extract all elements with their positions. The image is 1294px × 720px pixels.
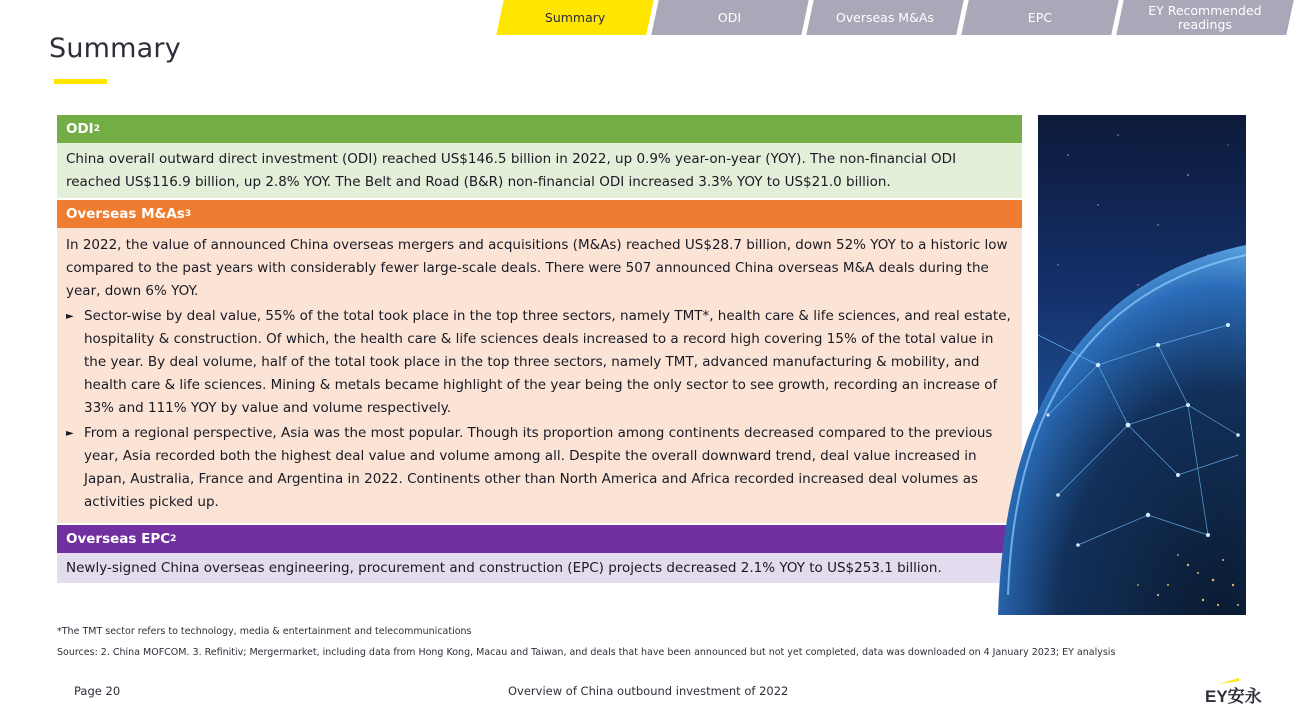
- footnote-tmt: *The TMT sector refers to technology, media & entertainment and telecommunications: [57, 626, 472, 637]
- tab-odi-label: ODI: [718, 9, 742, 25]
- epc-section-header: Overseas EPC 2: [57, 525, 1022, 553]
- triangle-right-icon: ►: [66, 428, 74, 439]
- title-underline: [54, 79, 107, 84]
- tab-ey-recommended-readings[interactable]: [1116, 0, 1293, 35]
- mna-intro-paragraph: In 2022, the value of announced China overseas mergers and acquisitions (M&As) reached US$28.7 billion, down 52% YOY to a historic low compared to the past years with considerably fewer large-scale deals. There were 507 announced China overseas M&A deals during the year, down 6% YOY.: [66, 237, 1008, 299]
- tab-epc-label: EPC: [1027, 9, 1053, 25]
- tab-summary[interactable]: [496, 0, 653, 35]
- mna-section-body: [57, 228, 1022, 523]
- tab-odi[interactable]: [651, 0, 808, 35]
- odi-section-header: ODI 2: [57, 115, 1022, 143]
- sources-note: Sources: 2. China MOFCOM. 3. Refinitiv; Mergermarket, including data from Hong Kong, Macau and Taiwan, and deals that have been announced but not yet completed, data was downloaded on 4 January 2023; EY analysis: [57, 647, 1116, 658]
- triangle-right-icon: ►: [66, 311, 74, 322]
- list-item: [66, 422, 1013, 514]
- page-number: Page 20: [74, 684, 121, 698]
- mna-header-label: Overseas M&As: [66, 206, 185, 222]
- mna-bullet-sector: Sector-wise by deal value, 55% of the total took place in the top three sectors, namely TMT*, health care & life sciences, and real estate, hospitality & construction. Of which, the health care & life sciences deals increased to a record high covering 15% of the total value in the year. By deal volume, half of the total took place in the top three sectors, namely TMT, advanced manufacturing & mobility, and health care & life sciences. Mining & metals became highlight of the year being the only sector to see growth, recording an increase of 33% and 111% YOY by value and volume respectively.: [84, 308, 1011, 416]
- page-title: Summary: [49, 33, 181, 64]
- top-nav-tabs: [490, 0, 1280, 36]
- document-title: Overview of China outbound investment of 2022: [508, 684, 789, 698]
- list-item: [66, 305, 1013, 420]
- odi-header-label: ODI: [66, 121, 94, 137]
- tab-summary-label: Summary: [544, 9, 606, 25]
- summary-content: [57, 115, 1022, 583]
- tab-epc[interactable]: [961, 0, 1118, 35]
- earth-network-image: [1038, 115, 1246, 615]
- epc-header-label: Overseas EPC: [66, 531, 171, 547]
- tab-overseas-mnas-label: Overseas M&As: [835, 9, 934, 25]
- mna-bullet-regional: From a regional perspective, Asia was the most popular. Though its proportion among continents decreased compared to the previous year, Asia recorded both the highest deal value and volume among all. Despite the overall downward trend, deal value increased in Japan, Australia, France and Argentina in 2022. Continents other than North America and Africa recorded increased deal volumes as activities picked up.: [84, 425, 993, 510]
- ey-logo: [1205, 678, 1262, 706]
- mna-section-header: Overseas M&As 3: [57, 200, 1022, 228]
- epc-section-body: Newly-signed China overseas engineering, procurement and construction (EPC) projects decreased 2.1% YOY to US$253.1 billion.: [57, 553, 1022, 583]
- tab-ey-recommended-readings-label: EY Recommended readings: [1148, 2, 1262, 32]
- odi-section-body: China overall outward direct investment (ODI) reached US$146.5 billion in 2022, up 0.9% year-on-year (YOY). The non-financial ODI reached US$116.9 billion, up 2.8% YOY. The Belt and Road (B&R) non-financial ODI increased 3.3% YOY to US$21.0 billion.: [57, 143, 1022, 198]
- tab-overseas-mnas[interactable]: [806, 0, 963, 35]
- ey-logo-text: EY安永: [1205, 687, 1262, 706]
